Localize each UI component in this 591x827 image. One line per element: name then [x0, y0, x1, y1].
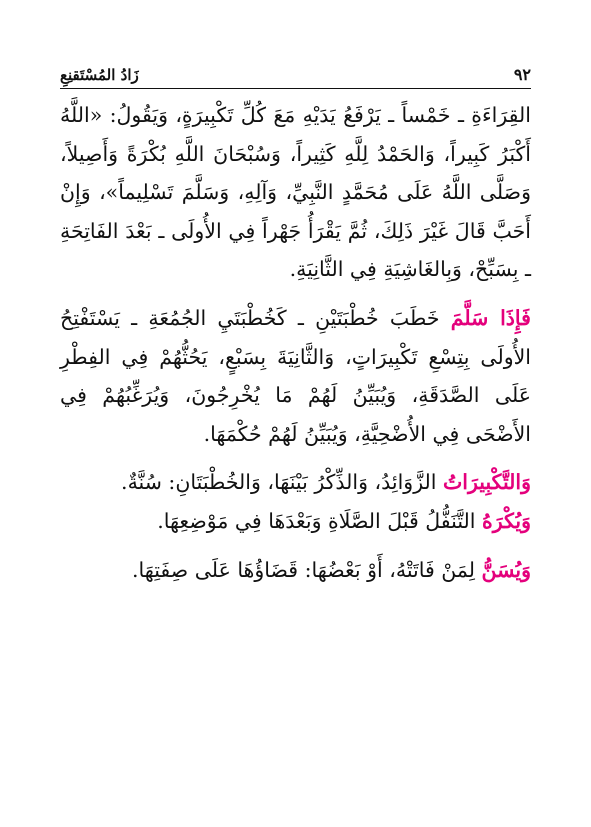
- paragraph-text: التَّنَفُّلُ قَبْلَ الصَّلَاةِ وَبَعْدَهَا فِي مَوْضِعِهَا.: [157, 508, 483, 533]
- page-number: ٩٢: [513, 65, 531, 84]
- paragraph-3: [60, 463, 531, 502]
- paragraph-lead: فَإِذَا سَلَّمَ: [450, 305, 531, 330]
- paragraph-5: [60, 551, 531, 590]
- paragraph-text: الزَّوَائِدُ، وَالذِّكْرُ بَيْنَهَا، وَالخُطْبَتَانِ: سُنَّةٌ.: [121, 470, 443, 495]
- paragraph-text: خَطَبَ خُطْبَتَيْنِ ـ كَخُطْبَتَيِ الجُمُعَةِ ـ يَسْتَفْتِحُ الأُولَى بِتِسْعِ تَكْبِيرَاتٍ، وَالثَّانِيَةَ بِسَبْعٍ، يَحُثُّهُمْ فِي الفِطْرِ عَلَى الصَّدَقَةِ، وَيُبَيِّنُ لَهُمْ مَا يُخْرِجُونَ، وَيُرَغِّبُهُمْ فِي الأَضْحَى فِي الأُضْحِيَّةِ، وَيُبَيِّنُ لَهُمْ حُكْمَهَا.: [60, 305, 531, 446]
- paragraph-4: [60, 502, 531, 541]
- paragraph-lead: وَالتَّكْبِيرَاتُ: [442, 470, 531, 495]
- paragraph-text: القِرَاءَةِ ـ خَمْساً ـ يَرْفَعُ يَدَيْهِ مَعَ كُلِّ تَكْبِيرَةٍ، وَيَقُولُ: «اللَّهُ أَكْبَرُ كَبِيراً، وَالحَمْدُ لِلَّهِ كَثِيراً، وَسُبْحَانَ اللَّهِ بُكْرَةً وَأَصِيلاً، وَصَلَّى اللَّهُ عَلَى مُحَمَّدٍ النَّبِيِّ، وَآلِهِ، وَسَلَّمَ تَسْلِيماً»، وَإِنْ أَحَبَّ قَالَ غَيْرَ ذَلِكَ، ثُمَّ يَقْرَأُ جَهْراً فِي الأُولَى ـ بَعْدَ الفَاتِحَةِ ـ بِسَبِّحْ، وَبِالغَاشِيَةِ فِي الثَّانِيَةِ.: [60, 103, 531, 282]
- paragraph-1: [60, 96, 531, 289]
- paragraph-text: لِمَنْ فَاتَتْهُ، أَوْ بَعْضُهَا: قَضَاؤُهَا عَلَى صِفَتِهَا.: [132, 557, 482, 582]
- running-title: زَادُ المُسْتَقنِعِ: [60, 66, 139, 84]
- paragraph-2: [60, 299, 531, 453]
- header-divider: [60, 88, 531, 89]
- paragraph-lead: وَيُكْرَهُ: [482, 508, 531, 533]
- paragraph-lead: وَيُسَنُّ: [481, 557, 531, 582]
- page-header: [60, 58, 531, 84]
- body-text: [60, 96, 531, 589]
